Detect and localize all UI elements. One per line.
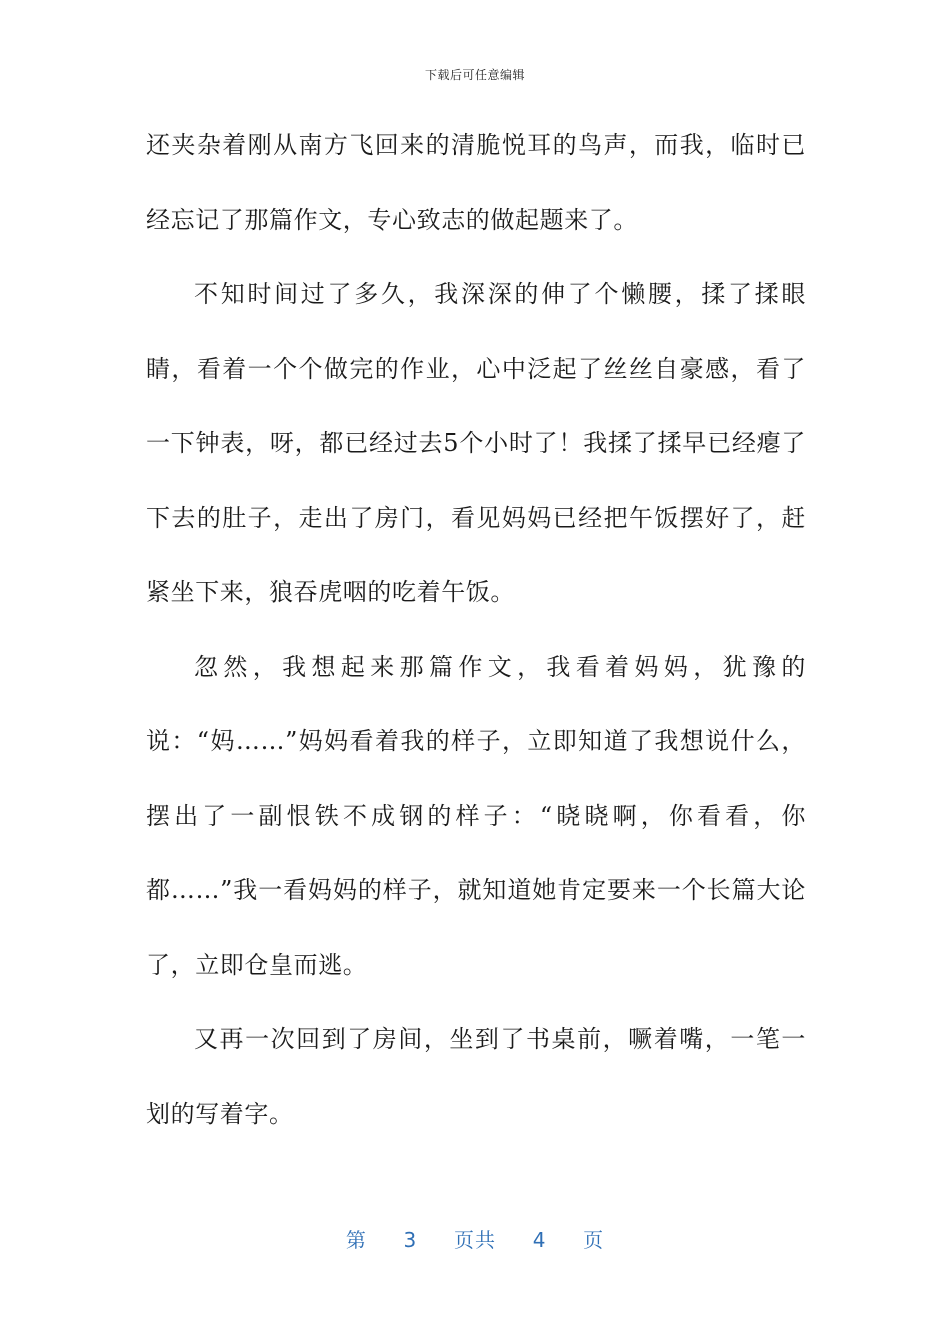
body-text — [146, 108, 806, 1151]
paragraph-1: 还夹杂着刚从南方飞回来的清脆悦耳的鸟声，而我，临时已经忘记了那篇作文，专心致志的做起题来了。 — [146, 131, 806, 234]
paragraph-4: 又再一次回到了房间，坐到了书桌前，噘着嘴，一笔一划的写着字。 — [146, 1025, 806, 1128]
page-number-footer — [0, 1224, 950, 1253]
paragraph-2: 不知时间过了多久，我深深的伸了个懒腰，揉了揉眼睛，看着一个个做完的作业，心中泛起了丝丝自豪感，看了一下钟表，呀，都已经过去5个小时了！我揉了揉早已经瘪了下去的肚子，走出了房门，看见妈妈已经把午饭摆好了，赶紧坐下来，狼吞虎咽的吃着午饭。 — [146, 280, 806, 606]
footer-prefix: 第 — [345, 1228, 367, 1252]
footer-middle: 页共 — [454, 1228, 496, 1252]
footer-total-pages: 4 — [532, 1228, 547, 1252]
footer-suffix: 页 — [583, 1228, 605, 1252]
paragraph-3: 忽然，我想起来那篇作文，我看着妈妈，犹豫的说：“妈……”妈妈看着我的样子，立即知道了我想说什么，摆出了一副恨铁不成钢的样子：“晓晓啊，你看看，你都……”我一看妈妈的样子，就知道她肯定要来一个长篇大论了，立即仓皇而逃。 — [146, 652, 806, 979]
footer-current-page: 3 — [403, 1228, 418, 1252]
page-header: 下载后可任意编辑 — [424, 68, 525, 82]
